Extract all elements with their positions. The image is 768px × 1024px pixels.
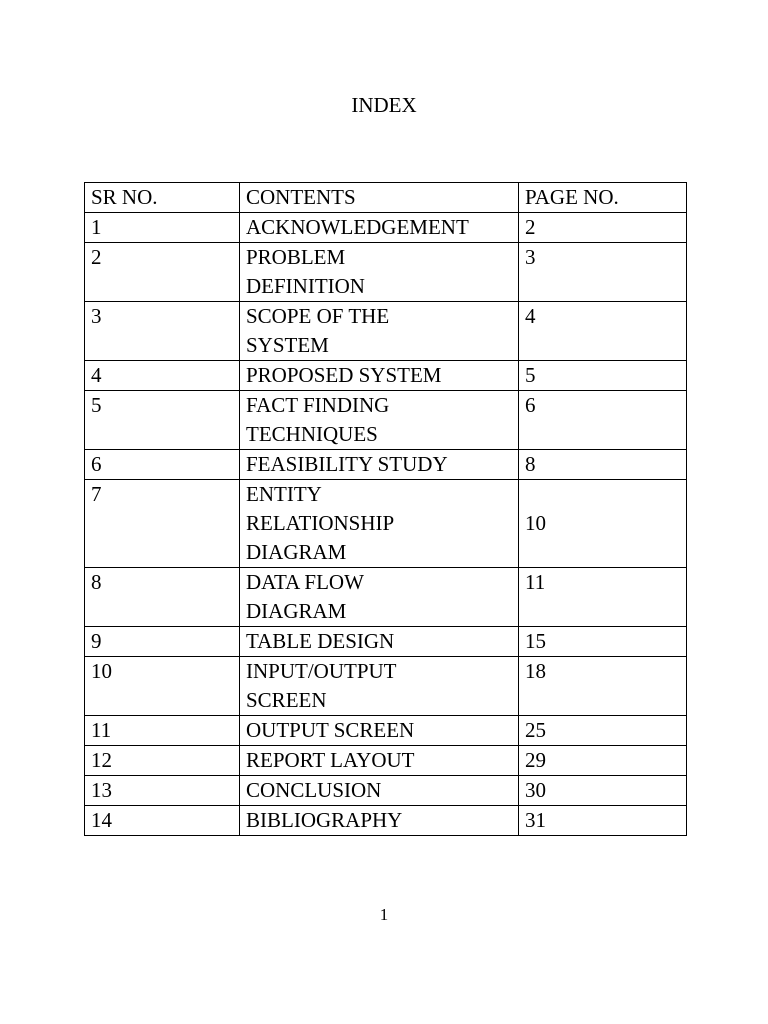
contents-cell — [240, 450, 519, 480]
sr-no-cell: 2 — [85, 243, 240, 302]
index-table — [84, 182, 687, 836]
sr-no-cell: 6 — [85, 450, 240, 480]
sr-no-cell: 11 — [85, 716, 240, 746]
contents-line: FEASIBILITY STUDY — [246, 452, 448, 476]
contents-line: BIBLIOGRAPHY — [246, 808, 403, 832]
page-no-cell: 5 — [519, 361, 687, 391]
contents-line: ENTITY — [246, 482, 322, 506]
table-row — [85, 716, 687, 746]
contents-cell — [240, 806, 519, 836]
contents-line: DIAGRAM — [246, 540, 347, 564]
table-row — [85, 568, 687, 627]
table-row — [85, 391, 687, 450]
contents-cell — [240, 243, 519, 302]
sr-no-cell: 9 — [85, 627, 240, 657]
sr-no-cell: 3 — [85, 302, 240, 361]
table-row — [85, 657, 687, 716]
table-row — [85, 776, 687, 806]
contents-line: OUTPUT SCREEN — [246, 718, 415, 742]
contents-line: DATA FLOW — [246, 570, 364, 594]
table-row — [85, 450, 687, 480]
sr-no-cell: 1 — [85, 213, 240, 243]
sr-no-cell: 7 — [85, 480, 240, 568]
contents-cell — [240, 302, 519, 361]
sr-no-cell: 10 — [85, 657, 240, 716]
contents-line: PROPOSED SYSTEM — [246, 363, 442, 387]
page-no-cell: 4 — [519, 302, 687, 361]
contents-line: CONCLUSION — [246, 778, 382, 802]
contents-cell — [240, 391, 519, 450]
page-no-cell: 6 — [519, 391, 687, 450]
contents-line: TECHNIQUES — [246, 422, 378, 446]
table-row — [85, 361, 687, 391]
contents-cell — [240, 776, 519, 806]
table-header-row — [85, 183, 687, 213]
contents-line: DIAGRAM — [246, 599, 347, 623]
contents-line: SCOPE OF THE — [246, 304, 390, 328]
contents-line: RELATIONSHIP — [246, 511, 395, 535]
contents-line: TABLE DESIGN — [246, 629, 395, 653]
page-no-cell: 30 — [519, 776, 687, 806]
table-row — [85, 302, 687, 361]
contents-line: INPUT/OUTPUT — [246, 659, 397, 683]
contents-cell — [240, 746, 519, 776]
sr-no-cell: 8 — [85, 568, 240, 627]
page-no-cell: 11 — [519, 568, 687, 627]
contents-cell — [240, 480, 519, 568]
table-row — [85, 213, 687, 243]
table-row — [85, 243, 687, 302]
page-no-cell: 18 — [519, 657, 687, 716]
contents-cell — [240, 627, 519, 657]
header-sr-no: SR NO. — [85, 183, 240, 213]
table-row — [85, 806, 687, 836]
page-no-cell: 10 — [519, 480, 687, 568]
contents-cell — [240, 716, 519, 746]
page-no-cell: 8 — [519, 450, 687, 480]
page-no-cell: 15 — [519, 627, 687, 657]
sr-no-cell: 4 — [85, 361, 240, 391]
page-no-cell: 3 — [519, 243, 687, 302]
contents-line: FACT FINDING — [246, 393, 390, 417]
contents-cell — [240, 657, 519, 716]
contents-cell — [240, 361, 519, 391]
contents-line: DEFINITION — [246, 274, 365, 298]
contents-line: PROBLEM — [246, 245, 346, 269]
table-row — [85, 746, 687, 776]
contents-cell — [240, 213, 519, 243]
sr-no-cell: 5 — [85, 391, 240, 450]
table-row — [85, 627, 687, 657]
page-number: 1 — [379, 905, 389, 924]
header-contents: CONTENTS — [240, 183, 519, 213]
contents-line: SYSTEM — [246, 333, 329, 357]
sr-no-cell: 13 — [85, 776, 240, 806]
table-body — [85, 213, 687, 836]
sr-no-cell: 12 — [85, 746, 240, 776]
table-row — [85, 480, 687, 568]
header-page-no: PAGE NO. — [519, 183, 687, 213]
contents-cell — [240, 568, 519, 627]
contents-line: ACKNOWLEDGEMENT — [246, 215, 469, 239]
page-no-cell: 31 — [519, 806, 687, 836]
page-no-cell: 25 — [519, 716, 687, 746]
page-no-cell: 29 — [519, 746, 687, 776]
sr-no-cell: 14 — [85, 806, 240, 836]
contents-line: SCREEN — [246, 688, 327, 712]
page-title: INDEX — [351, 93, 417, 117]
contents-line: REPORT LAYOUT — [246, 748, 415, 772]
page-no-cell: 2 — [519, 213, 687, 243]
